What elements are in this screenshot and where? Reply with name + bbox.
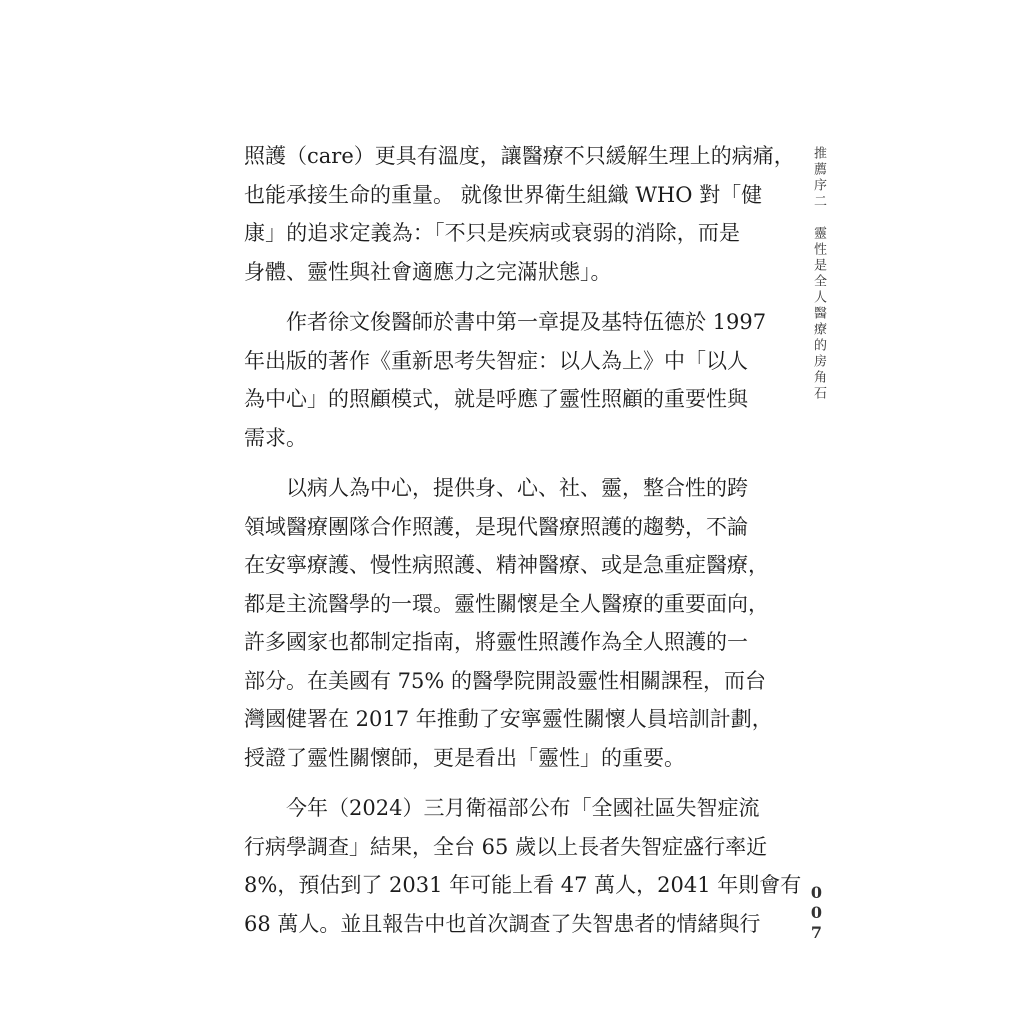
text-line: 領域醫療團隊合作照護，是現代醫療照護的趨勢，不論 (244, 514, 748, 539)
paragraph-4 (244, 789, 802, 943)
running-head: 推薦序二 靈性是全人醫療的房角石 (811, 146, 826, 402)
text-line: 今年（2024）三月衛福部公布「全國社區失智症流 (286, 796, 760, 820)
text-line: 68 萬人。並且報告中也首次調查了失智患者的情緒與行 (244, 911, 761, 936)
text-line: 年出版的著作《重新思考失智症：以人為上》中「以人 (244, 348, 748, 373)
text-line: 為中心」的照顧模式，就是呼應了靈性照顧的重要性與 (244, 387, 748, 411)
text-line: 授證了靈性關懷師，更是看出「靈性」的重要。 (244, 745, 685, 770)
text-line: 康」的追求定義為：「不只是疾病或衰弱的消除，而是 (244, 221, 740, 245)
text-line: 灣國健署在 2017 年推動了安寧靈性關懷人員培訓計劃， (244, 707, 773, 731)
text-line: 都是主流醫學的一環。靈性關懷是全人醫療的重要面向， (244, 591, 769, 616)
text-line: 也能承接生命的重量。 就像世界衛生組織 WHO 對「健 (244, 182, 763, 207)
text-line: 在安寧療護、慢性病照護、精神醫療、或是急重症醫療， (244, 553, 769, 577)
paragraph-1 (244, 137, 795, 291)
text-line: 需求。 (244, 425, 307, 450)
paragraph-2 (244, 303, 767, 457)
text-line: 行病學調查」結果，全台 65 歲以上長者失智症盛行率近 (244, 834, 768, 859)
text-line: 身體、靈性與社會適應力之完滿狀態」。 (244, 259, 612, 284)
paragraph-3 (244, 469, 773, 777)
body-text (244, 137, 802, 943)
page-number: 007 (807, 883, 826, 943)
text-line: 以病人為中心，提供身、心、社、靈，整合性的跨 (286, 476, 748, 500)
text-line: 作者徐文俊醫師於書中第一章提及基特伍德於 1997 (286, 310, 767, 334)
text-line: 8%，預估到了 2031 年可能上看 47 萬人，2041 年則會有 (244, 873, 802, 897)
text-line: 照護（care）更具有溫度，讓醫療不只緩解生理上的病痛， (244, 144, 795, 168)
text-line: 部分。在美國有 75% 的醫學院開設靈性相關課程，而台 (244, 668, 767, 693)
text-line: 許多國家也都制定指南，將靈性照護作為全人照護的一 (244, 630, 748, 654)
